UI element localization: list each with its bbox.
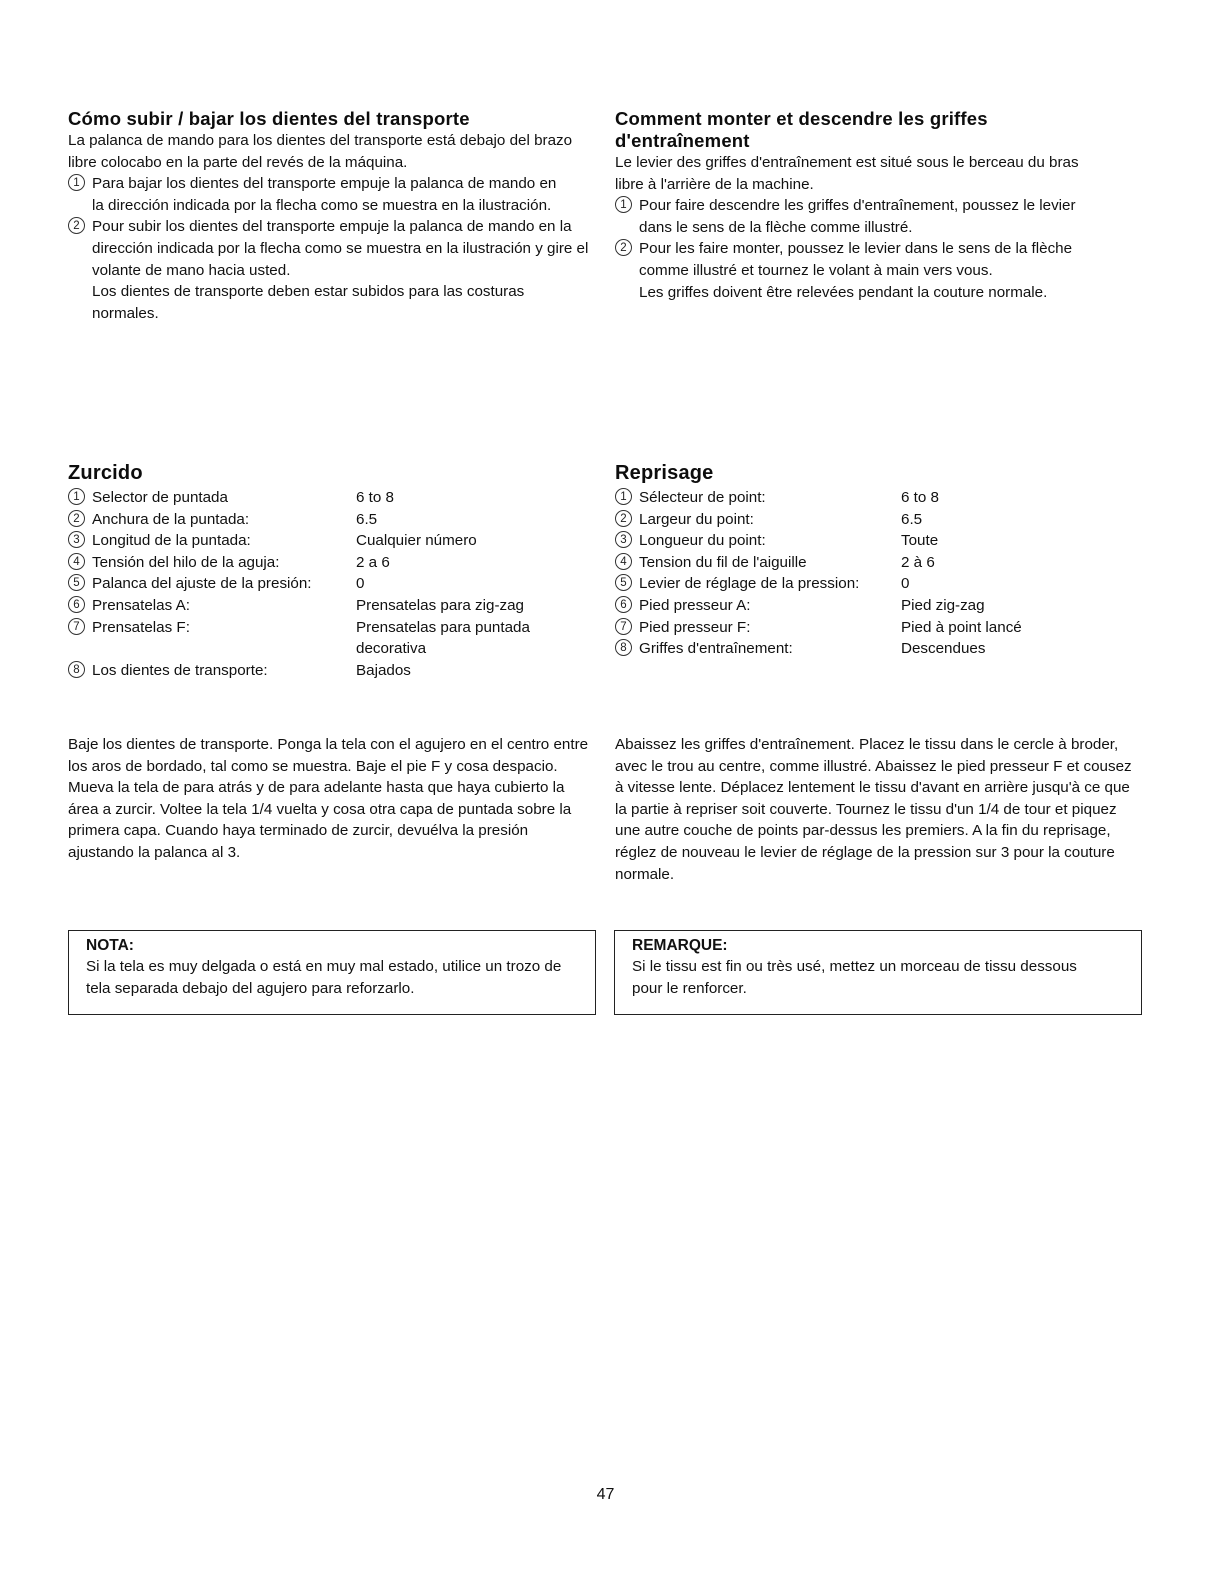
- step-text: Para bajar los dientes del transporte empuje la palanca de mando en la dirección indicada por la flecha como se muestra en la ilustración.: [92, 175, 557, 214]
- setting-row: [68, 552, 571, 574]
- page-number: 47: [596, 1486, 615, 1503]
- setting-row: [615, 487, 1101, 509]
- setting-number: 2: [68, 510, 85, 527]
- setting-number: 4: [68, 553, 85, 570]
- body-text: Baje los dientes de transporte. Ponga la tela con el agujero en el centro entre los aros de bordado, tal como se muestra. Baje el pie F y cosa despacio. Mueva la tela de para atrás y de para adelante hasta que haya cubierto la área a zurcir. Voltee la tela 1/4 vuelta y cosa otra capa de puntada sobre la primera capa. Cuando haya terminado de zurcir, devuélva la presión ajustando la palanca al 3.: [68, 736, 589, 861]
- setting-value: Toute: [901, 532, 939, 550]
- setting-value: Bajados: [356, 661, 411, 679]
- setting-label: Largeur du point:: [639, 510, 754, 528]
- setting-number: 7: [68, 618, 85, 635]
- note-text: Si le tissu est fin ou très usé, mettez un morceau de tissu dessous pour le renforcer.: [632, 958, 1077, 997]
- note-box-es: [68, 930, 596, 1015]
- setting-value: 6 to 8: [356, 489, 394, 506]
- section-title: Comment monter et descendre les griffes d'entraînement: [615, 108, 988, 151]
- setting-label: Pied presseur A:: [639, 596, 751, 614]
- step-text: Pour subir los dientes del transporte empuje la palanca de mando en la dirección indicada por la flecha como se muestra en la ilustración y gire el volante de mano hacia usted.: [92, 218, 589, 279]
- step-number-1: 1: [68, 174, 85, 191]
- setting-row: [68, 617, 571, 660]
- intro-text: La palanca de mando para los dientes del transporte está debajo del brazo libre colocabo en la parte del revés de la máquina.: [68, 132, 573, 171]
- setting-label: Longueur du point:: [639, 532, 766, 550]
- step-item: [615, 195, 1145, 238]
- setting-value: Prensatelas para zig-zag: [356, 596, 524, 614]
- setting-row: [615, 552, 1101, 574]
- setting-row: [68, 530, 571, 552]
- setting-label: Griffes d'entraînement:: [639, 640, 793, 658]
- setting-value: Cualquier número: [356, 532, 477, 550]
- setting-value: Pied à point lancé: [901, 618, 1022, 636]
- step-text: Pour les faire monter, poussez le levier dans le sens de la flèche comme illustré et tournez le volant à main vers vous.: [639, 240, 1073, 279]
- note-title: REMARQUE:: [632, 937, 728, 954]
- setting-label: Selector de puntada: [92, 489, 228, 506]
- setting-label: Anchura de la puntada:: [92, 510, 250, 528]
- setting-value: 6.5: [356, 510, 378, 528]
- section-feed-dogs-es: [68, 108, 598, 324]
- setting-label: Palanca del ajuste de la presión:: [92, 575, 312, 593]
- setting-row: [68, 573, 571, 595]
- setting-label: Tension du fil de l'aiguille: [639, 553, 807, 571]
- setting-row: [68, 595, 571, 617]
- setting-number: 3: [68, 531, 85, 548]
- step-note: Les griffes doivent être relevées pendant la couture normale.: [639, 283, 1048, 301]
- setting-label: Longitud de la puntada:: [92, 532, 251, 550]
- step-item: [615, 238, 1145, 281]
- setting-row: [615, 530, 1101, 552]
- setting-value: 0: [356, 575, 365, 593]
- setting-value: Descendues: [901, 640, 986, 658]
- body-text: Abaissez les griffes d'entraînement. Placez le tissu dans le cercle à broder, avec le trou au centre, comme illustré. Abaissez le pied presseur F et cousez à vitesse lente. Déplacez lentement le tissu d'avant en arrière jusqu'à ce que la partie à repriser soit couverte. Tournez le tissu d'un 1/4 de tour et piquez une autre couche de points par-dessus les premiers. A la fin du reprisage, réglez de nouveau le levier de réglage de la pression sur 3 pour la couture normale.: [615, 736, 1132, 883]
- setting-value: 2 a 6: [356, 553, 390, 571]
- section-darning-es: [68, 462, 598, 681]
- setting-label: Levier de réglage de la pression:: [639, 575, 860, 593]
- setting-label: Tensión del hilo de la aguja:: [92, 553, 280, 571]
- setting-row: [615, 509, 1101, 531]
- setting-number: 7: [615, 618, 632, 635]
- setting-value: 6 to 8: [901, 489, 939, 506]
- section-title: Reprisage: [615, 462, 714, 484]
- section-title: Cómo subir / bajar los dientes del transporte: [68, 108, 470, 129]
- setting-label: Prensatelas A:: [92, 596, 190, 614]
- step-number-2: 2: [615, 239, 632, 256]
- step-number-2: 2: [68, 217, 85, 234]
- setting-number: 6: [615, 596, 632, 613]
- setting-number: 2: [615, 510, 632, 527]
- section-darning-fr: [615, 462, 1145, 660]
- setting-number: 5: [68, 574, 85, 591]
- darning-body-es: [68, 734, 598, 864]
- setting-number: 4: [615, 553, 632, 570]
- setting-label: Sélecteur de point:: [639, 489, 766, 506]
- setting-number: 1: [615, 488, 632, 505]
- note-box-fr: [614, 930, 1142, 1015]
- setting-number: 3: [615, 531, 632, 548]
- setting-row: [615, 595, 1101, 617]
- note-title: NOTA:: [86, 937, 134, 954]
- setting-label: Los dientes de transporte:: [92, 661, 268, 679]
- section-feed-dogs-fr: [615, 108, 1145, 303]
- setting-row: [68, 509, 571, 531]
- settings-table: [615, 487, 1101, 660]
- setting-row: [615, 617, 1101, 639]
- section-title: Zurcido: [68, 462, 143, 484]
- intro-text: Le levier des griffes d'entraînement est situé sous le berceau du bras libre à l'arrière de la machine.: [615, 154, 1079, 193]
- setting-label: Pied presseur F:: [639, 618, 751, 636]
- setting-number: 6: [68, 596, 85, 613]
- darning-body-fr: [615, 734, 1145, 885]
- step-note: Los dientes de transporte deben estar subidos para las costuras normales.: [92, 283, 525, 322]
- setting-number: 8: [615, 639, 632, 656]
- setting-value: Pied zig-zag: [901, 596, 985, 614]
- step-item: [68, 216, 598, 281]
- setting-value: 2 à 6: [901, 553, 935, 571]
- setting-label: Prensatelas F:: [92, 618, 190, 636]
- setting-row: [615, 638, 1101, 660]
- step-text: Pour faire descendre les griffes d'entraînement, poussez le levier dans le sens de la flèche comme illustré.: [639, 197, 1076, 236]
- setting-row: [615, 573, 1101, 595]
- setting-number: 1: [68, 488, 85, 505]
- step-item: [68, 173, 598, 216]
- setting-number: 8: [68, 661, 85, 678]
- note-text: Si la tela es muy delgada o está en muy mal estado, utilice un trozo de tela separada debajo del agujero para reforzarlo.: [86, 958, 562, 997]
- setting-row: [68, 660, 571, 682]
- setting-value: Prensatelas para puntada decorativa: [356, 618, 530, 658]
- setting-row: [68, 487, 571, 509]
- setting-number: 5: [615, 574, 632, 591]
- setting-value: 6.5: [901, 510, 923, 528]
- setting-value: 0: [901, 575, 910, 593]
- settings-table: [68, 487, 571, 681]
- step-number-1: 1: [615, 196, 632, 213]
